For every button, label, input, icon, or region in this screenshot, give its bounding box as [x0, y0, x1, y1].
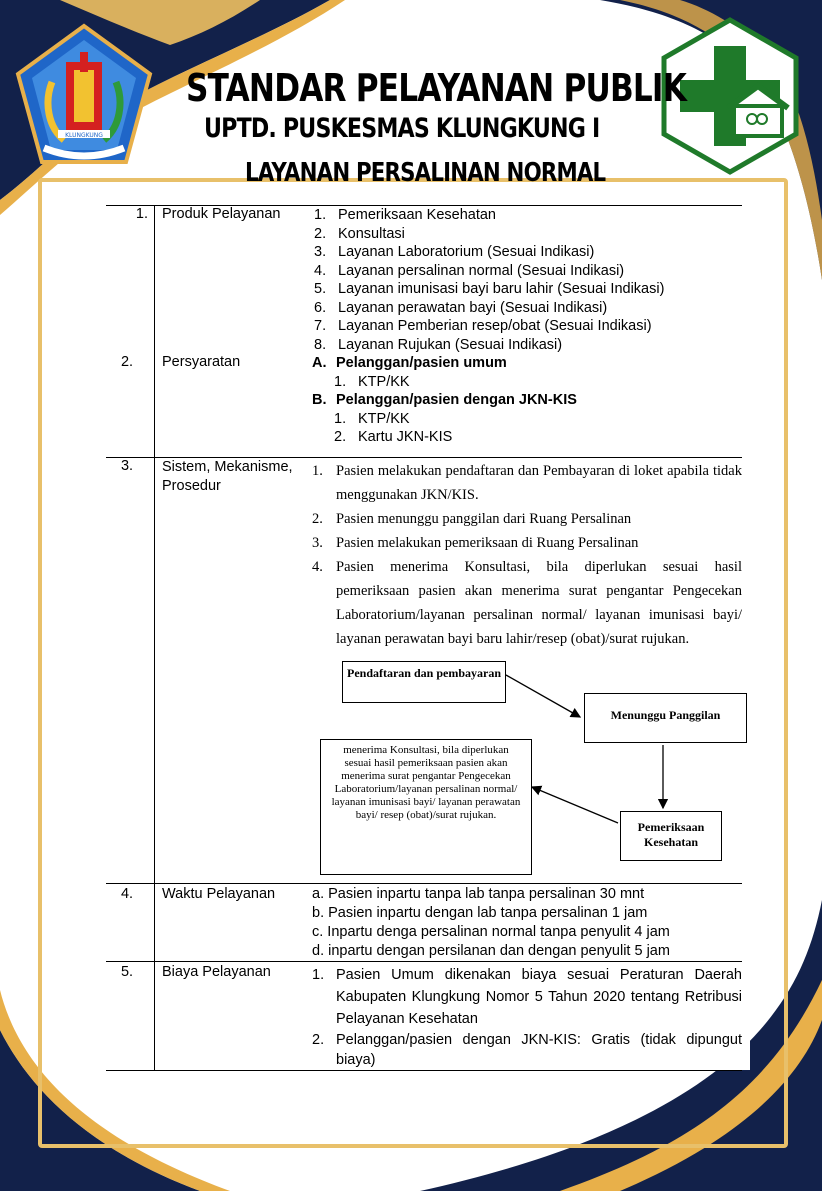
list-item: 2. Konsultasi — [314, 225, 405, 242]
list-item: 1. Pasien Umum dikenakan biaya sesuai Peraturan Daerah Kabupaten Klungkung Nomor 5 Tahun 2020 tentang Retribusi Pelayanan Kesehatan — [312, 966, 742, 1027]
list-item: c. Inpartu denga persalinan normal tanpa penyulit 4 jam — [312, 923, 670, 940]
list-item: 3. Pasien melakukan pemeriksaan di Ruang Persalinan — [312, 534, 639, 551]
row-number: 3. — [106, 457, 155, 883]
table-row — [106, 206, 742, 355]
list-item: 8. Layanan Rujukan (Sesuai Indikasi) — [314, 336, 563, 353]
row-label: Produk Pelayanan — [155, 206, 313, 355]
row-number: 4. — [106, 883, 155, 961]
table-row — [106, 883, 742, 961]
flow-step-consultation: menerima Konsultasi, bila diperlukan sesuai hasil pemeriksaan pasien akan menerima surat pengantar Pengecekan Laboratorium/layanan persalinan normal/ layanan imunisasi bayi/ layanan perawatan bayi/ resep (obat)/surat rujukan. — [320, 739, 532, 875]
row-value — [312, 457, 742, 883]
list-item: b. Pasien inpartu dengan lab tanpa persalinan 1 jam — [312, 904, 648, 921]
flow-step-registration: Pendaftaran dan pembayaran — [342, 661, 506, 703]
table-row — [106, 457, 742, 883]
row-number: 2. — [106, 354, 155, 457]
list-item: 1. Pemeriksaan Kesehatan — [314, 207, 496, 223]
list-item: d. inpartu dengan persilanan dan dengan penyulit 5 jam — [312, 942, 670, 959]
institution-name: UPTD. PUSKESMAS KLUNGKUNG I — [204, 113, 600, 144]
list-item: 4. Layanan persalinan normal (Sesuai Indikasi) — [314, 262, 625, 279]
row-value — [312, 354, 742, 457]
row-label: Sistem, Mekanisme, Prosedur — [155, 457, 313, 883]
service-name: LAYANAN PERSALINAN NORMAL — [245, 158, 606, 188]
row-value — [312, 883, 742, 961]
klungkung-emblem-icon — [14, 22, 154, 172]
row-label: Persyaratan — [162, 354, 241, 370]
table-row — [106, 354, 742, 457]
list-item: 1. KTP/KK — [334, 373, 410, 390]
svg-text:KLUNGKUNG: KLUNGKUNG — [65, 132, 103, 139]
flow-step-examination: Pemeriksaan Kesehatan — [620, 811, 722, 861]
list-item: 1. Pasien melakukan pendaftaran dan Pembayaran di loket apabila tidak menggunakan JKN/KIS. — [312, 462, 742, 503]
list-heading: B. Pelanggan/pasien dengan JKN-KIS — [312, 392, 577, 408]
list-item: 2. Pelanggan/pasien dengan JKN-KIS: Gratis (tidak dipungut biaya) — [312, 1031, 742, 1068]
row-label: Biaya Pelayanan — [155, 961, 313, 1070]
list-item: 7. Layanan Pemberian resep/obat (Sesuai Indikasi) — [314, 318, 652, 334]
row-value — [312, 206, 742, 355]
flow-step-waiting: Menunggu Panggilan — [584, 693, 747, 743]
list-heading: A. Pelanggan/pasien umum — [312, 355, 507, 371]
row-value — [312, 961, 742, 1070]
row-label: Waktu Pelayanan — [155, 883, 313, 961]
list-item: 4. Pasien menerima Konsultasi, bila diperlukan sesuai hasil pemeriksaan pasien akan menerima surat pengantar Pengecekan Laboratorium/layanan persalinan normal/ layanan imunisasi bayi/ layanan perawatan bayi baru lahir/resep (obat)/surat rujukan. — [312, 558, 742, 647]
service-standard-table — [106, 205, 742, 1071]
list-item: 6. Layanan perawatan bayi (Sesuai Indikasi) — [314, 299, 608, 316]
page-title: STANDAR PELAYANAN PUBLIK — [186, 66, 687, 110]
list-item: 1. KTP/KK — [334, 410, 410, 427]
table-row — [106, 961, 742, 1070]
list-item: a. Pasien inpartu tanpa lab tanpa persalinan 30 mnt — [312, 885, 645, 902]
list-item: 2. Kartu JKN-KIS — [334, 429, 453, 445]
flow-diagram — [312, 651, 742, 883]
list-item: 2. Pasien menunggu panggilan dari Ruang Persalinan — [312, 510, 632, 527]
row-number: 5. — [106, 961, 155, 1070]
list-item: 5. Layanan imunisasi bayi baru lahir (Sesuai Indikasi) — [314, 281, 665, 297]
list-item: 3. Layanan Laboratorium (Sesuai Indikasi) — [314, 244, 595, 260]
row-number: 1. — [106, 206, 155, 355]
